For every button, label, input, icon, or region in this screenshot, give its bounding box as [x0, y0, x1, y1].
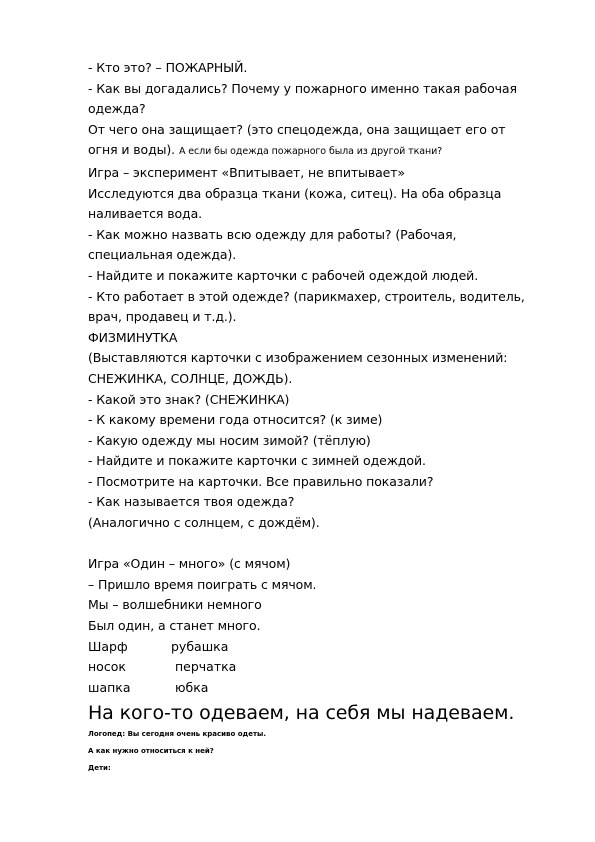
word-pair-row [88, 678, 568, 699]
text-line-15: (Выставляются карточки с изображением сезонных изменений: [88, 350, 508, 366]
text-line-17: - Какой это знак? (СНЕЖИНКА) [88, 391, 290, 407]
text-line-12: - Кто работает в этой одежде? (парикмахер, строитель, водитель, [88, 288, 525, 304]
text-line-22: - Как называется твоя одежда? [88, 494, 295, 510]
text-line-5-main: огня и воды). [88, 142, 179, 158]
text-line-13: врач, продавец и т.д.). [88, 309, 237, 325]
word-single: носок [88, 659, 126, 675]
text-line-10: специальная одежда). [88, 247, 237, 263]
word-pair-row [88, 657, 568, 678]
game-line-1: Игра «Один – много» (с мячом) [88, 556, 291, 572]
text-line-18: - К какому времени года относится? (к зиме) [88, 412, 383, 428]
text-line-14: ФИЗМИНУТКА [88, 329, 178, 345]
text-line-5 [88, 140, 568, 163]
text-line-16: СНЕЖИНКА, СОЛНЦЕ, ДОЖДЬ). [88, 370, 293, 386]
text-line-19: - Какую одежду мы носим зимой? (тёплую) [88, 432, 371, 448]
word-plural: перчатка [175, 659, 237, 675]
text-line-21: - Посмотрите на карточки. Все правильно показали? [88, 473, 434, 489]
word-plural: рубашка [171, 638, 229, 654]
text-line-7: Исследуются два образца ткани (кожа, ситец). На оба образца [88, 185, 502, 201]
text-line-6: Игра – эксперимент «Впитывает, не впитывает» [88, 164, 405, 180]
text-line-9: - Как можно назвать всю одежду для работы? (Рабочая, [88, 226, 457, 242]
word-single: Шарф [88, 638, 128, 654]
game-line-3: Мы – волшебники немного [88, 597, 262, 613]
text-line-23: (Аналогично с солнцем, с дождём). [88, 515, 320, 531]
game-line-2: – Пришло время поиграть с мячом. [88, 576, 317, 592]
word-pair-row [88, 637, 568, 658]
text-line-4: От чего она защищает? (это спецодежда, она защищает его от [88, 121, 506, 137]
text-line-1: - Кто это? – ПОЖАРНЫЙ. [88, 60, 248, 75]
text-line-8: наливается вода. [88, 206, 203, 222]
tiny-line-2: А как нужно относиться к ней? [88, 747, 214, 756]
blank-line [88, 534, 568, 555]
text-line-20: - Найдите и покажите карточки с зимней одеждой. [88, 453, 426, 469]
word-plural: юбка [175, 679, 209, 695]
large-text-line: На кого-то одеваем, на себя мы надеваем. [88, 702, 515, 725]
tiny-line-3: Дети: [88, 764, 111, 773]
tiny-line-1: Логопед: Вы сегодня очень красиво одеты. [88, 730, 266, 739]
game-line-4: Был один, а станет много. [88, 618, 261, 634]
document-page [88, 58, 568, 777]
word-single: шапка [88, 679, 131, 695]
text-line-3: одежда? [88, 101, 146, 117]
text-line-2: - Как вы догадались? Почему у пожарного именно такая рабочая [88, 80, 517, 96]
text-line-5-tail: А если бы одежда пожарного была из другой ткани? [178, 146, 443, 158]
text-line-11: - Найдите и покажите карточки с рабочей одеждой людей. [88, 267, 479, 283]
